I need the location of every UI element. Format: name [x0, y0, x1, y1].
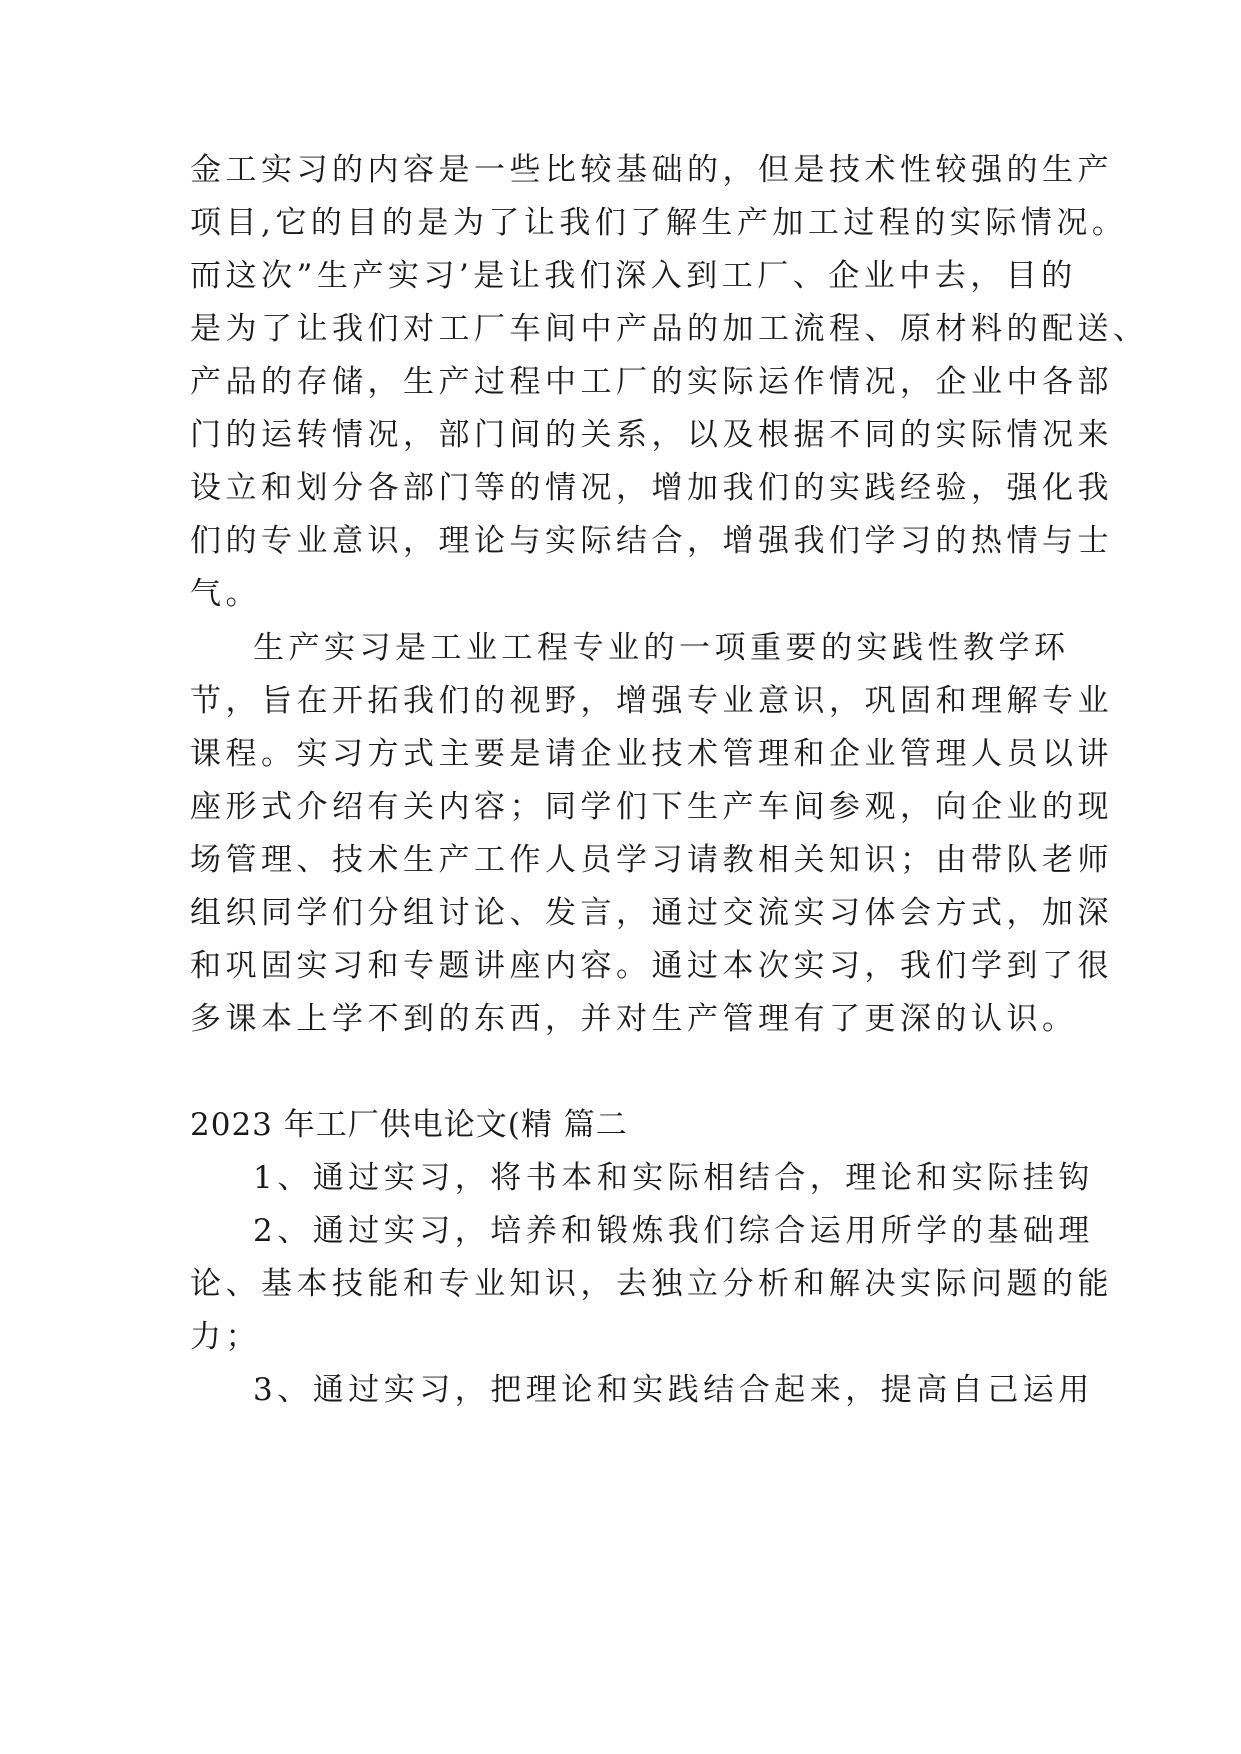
list-item: 3、通过实习，把理论和实践结合起来，提高自己运用 [253, 1372, 1094, 1408]
paragraph1-line: 们的专业意识，理论与实际结合，增强我们学习的热情与士 [190, 523, 1113, 559]
paragraph2-line: 和巩固实习和专题讲座内容。通过本次实习，我们学到了很 [190, 948, 1113, 984]
paragraph1-line: 设立和划分各部门等的情况，增加我们的实践经验，强化我 [190, 470, 1113, 506]
paragraph1-line: 项目,它的目的是为了让我们了解生产加工过程的实际情况。 [190, 205, 1128, 241]
paragraph1-line: 气。 [190, 576, 261, 612]
paragraph1-line: 是为了让我们对工厂车间中产品的加工流程、原材料的配送、 [190, 311, 1149, 347]
list-item: 2、通过实习，培养和锻炼我们综合运用所学的基础理 [253, 1213, 1094, 1249]
paragraph1-line: 产品的存储，生产过程中工厂的实际运作情况，企业中各部 [190, 364, 1113, 400]
paragraph2-line: 场管理、技术生产工作人员学习请教相关知识；由带队老师 [190, 842, 1113, 878]
paragraph1-line: 门的运转情况，部门间的关系，以及根据不同的实际情况来 [190, 417, 1113, 453]
paragraph2-line: 生产实习是工业工程专业的一项重要的实践性教学环 [253, 630, 1070, 666]
paragraph2-line: 课程。实习方式主要是请企业技术管理和企业管理人员以讲 [190, 736, 1113, 772]
paragraph2-line: 节，旨在开拓我们的视野，增强专业意识，巩固和理解专业 [190, 683, 1113, 719]
list-item-continuation: 论、基本技能和专业知识，去独立分析和解决实际问题的能 [190, 1266, 1113, 1302]
list-item-continuation: 力； [190, 1319, 261, 1355]
paragraph2-line: 多课本上学不到的东西，并对生产管理有了更深的认识。 [190, 1001, 1078, 1037]
paragraph1-line: 而这次”生产实习’是让我们深入到工厂、企业中去，目的 [190, 258, 1077, 294]
paragraph1-line: 金工实习的内容是一些比较基础的，但是技术性较强的生产 [190, 152, 1113, 188]
paragraph2-line: 组织同学们分组讨论、发言，通过交流实习体会方式，加深 [190, 895, 1113, 931]
list-item: 1、通过实习，将书本和实际相结合，理论和实际挂钩 [253, 1160, 1094, 1196]
section-heading: 2023 年工厂供电论文(精 篇二 [190, 1107, 628, 1143]
paragraph2-line: 座形式介绍有关内容；同学们下生产车间参观，向企业的现 [190, 789, 1113, 825]
